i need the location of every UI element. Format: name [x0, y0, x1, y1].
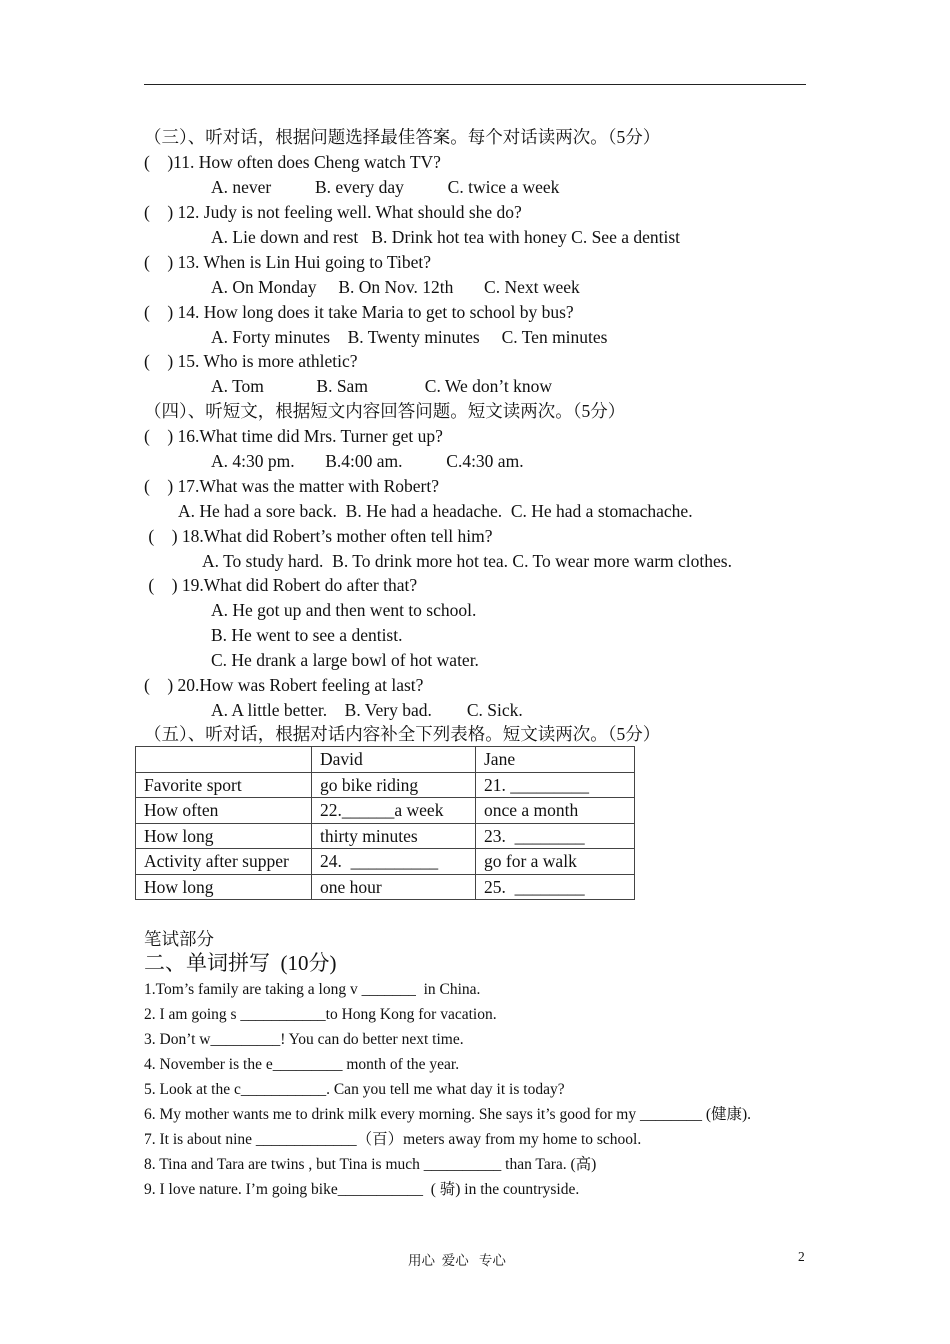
- table-cell: thirty minutes: [312, 823, 476, 849]
- table-cell: How long: [136, 823, 312, 849]
- question-11-options: A. never B. every day C. twice a week: [211, 177, 560, 197]
- question-19: ( ) 19.What did Robert do after that?: [144, 575, 418, 595]
- table-cell: Jane: [476, 747, 635, 773]
- spelling-item: 5. Look at the c___________. Can you tell me what day it is today?: [144, 1081, 565, 1098]
- question-14-options: A. Forty minutes B. Twenty minutes C. Ten minutes: [211, 327, 608, 347]
- written-part-label: 笔试部分: [144, 929, 214, 949]
- table-cell: 24. __________: [312, 849, 476, 875]
- footer-motto: 用心 爱心 专心: [408, 1253, 506, 1268]
- spelling-item: 2. I am going s ___________to Hong Kong for vacation.: [144, 1006, 497, 1023]
- question-16-options: A. 4:30 pm. B.4:00 am. C.4:30 am.: [211, 451, 524, 471]
- question-20: ( ) 20.How was Robert feeling at last?: [144, 675, 424, 695]
- question-19-option-b: B. He went to see a dentist.: [211, 625, 403, 645]
- question-18-options: A. To study hard. B. To drink more hot tea. C. To wear more warm clothes.: [202, 551, 732, 571]
- question-20-options: A. A little better. B. Very bad. C. Sick.: [211, 700, 523, 720]
- question-16: ( ) 16.What time did Mrs. Turner get up?: [144, 426, 443, 446]
- spelling-section-title: 二、单词拼写 (10分): [144, 951, 337, 975]
- table-cell: David: [312, 747, 476, 773]
- page-number: 2: [798, 1249, 805, 1264]
- table-cell: go bike riding: [312, 772, 476, 798]
- spelling-item: 9. I love nature. I’m going bike___________ ( 骑) in the countryside.: [144, 1181, 580, 1198]
- table-cell: Favorite sport: [136, 772, 312, 798]
- question-17: ( ) 17.What was the matter with Robert?: [144, 476, 439, 496]
- table-row: [136, 798, 635, 824]
- spelling-item: 1.Tom’s family are taking a long v _______ in China.: [144, 981, 481, 998]
- question-19-option-a: A. He got up and then went to school.: [211, 600, 477, 620]
- section-5-heading: （五）、听对话，根据对话内容补全下列表格。短文读两次。（5分）: [144, 724, 661, 744]
- question-13-options: A. On Monday B. On Nov. 12th C. Next week: [211, 277, 580, 297]
- question-17-options: A. He had a sore back. B. He had a headache. C. He had a stomachache.: [178, 501, 693, 521]
- section-4-heading: （四）、听短文，根据短文内容回答问题。短文读两次。（5分）: [144, 401, 626, 421]
- question-12-options: A. Lie down and rest B. Drink hot tea with honey C. See a dentist: [211, 227, 681, 247]
- table-row: [136, 849, 635, 875]
- spelling-item: 8. Tina and Tara are twins , but Tina is much __________ than Tara. (高): [144, 1156, 597, 1173]
- question-13: ( ) 13. When is Lin Hui going to Tibet?: [144, 252, 431, 272]
- question-19-option-c: C. He drank a large bowl of hot water.: [211, 650, 479, 670]
- header-rule: [144, 84, 806, 85]
- table-cell: 25. ________: [476, 874, 635, 900]
- question-12: ( ) 12. Judy is not feeling well. What should she do?: [144, 202, 522, 222]
- table-cell: one hour: [312, 874, 476, 900]
- table-row: [136, 874, 635, 900]
- table-cell: How long: [136, 874, 312, 900]
- table-cell: go for a walk: [476, 849, 635, 875]
- section-3-heading: （三）、听对话，根据问题选择最佳答案。每个对话读两次。（5分）: [144, 127, 661, 147]
- question-15: ( ) 15. Who is more athletic?: [144, 351, 358, 371]
- table-cell: 21. _________: [476, 772, 635, 798]
- table-cell: How often: [136, 798, 312, 824]
- fill-in-table: [135, 746, 635, 900]
- question-11: ( )11. How often does Cheng watch TV?: [144, 152, 441, 172]
- table-cell: 22.______a week: [312, 798, 476, 824]
- question-14: ( ) 14. How long does it take Maria to get to school by bus?: [144, 302, 574, 322]
- table-cell: [136, 747, 312, 773]
- spelling-item: 3. Don’t w_________! You can do better next time.: [144, 1031, 464, 1048]
- question-15-options: A. Tom B. Sam C. We don’t know: [211, 376, 553, 396]
- spelling-item: 7. It is about nine _____________（百）meters away from my home to school.: [144, 1131, 642, 1148]
- spelling-item: 6. My mother wants me to drink milk every morning. She says it’s good for my ________ (健康).: [144, 1106, 752, 1123]
- table-cell: 23. ________: [476, 823, 635, 849]
- question-18: ( ) 18.What did Robert’s mother often tell him?: [144, 526, 493, 546]
- table-row: [136, 823, 635, 849]
- table-cell: Activity after supper: [136, 849, 312, 875]
- table-row: [136, 772, 635, 798]
- table-row: [136, 747, 635, 773]
- spelling-item: 4. November is the e_________ month of the year.: [144, 1056, 460, 1073]
- table-cell: once a month: [476, 798, 635, 824]
